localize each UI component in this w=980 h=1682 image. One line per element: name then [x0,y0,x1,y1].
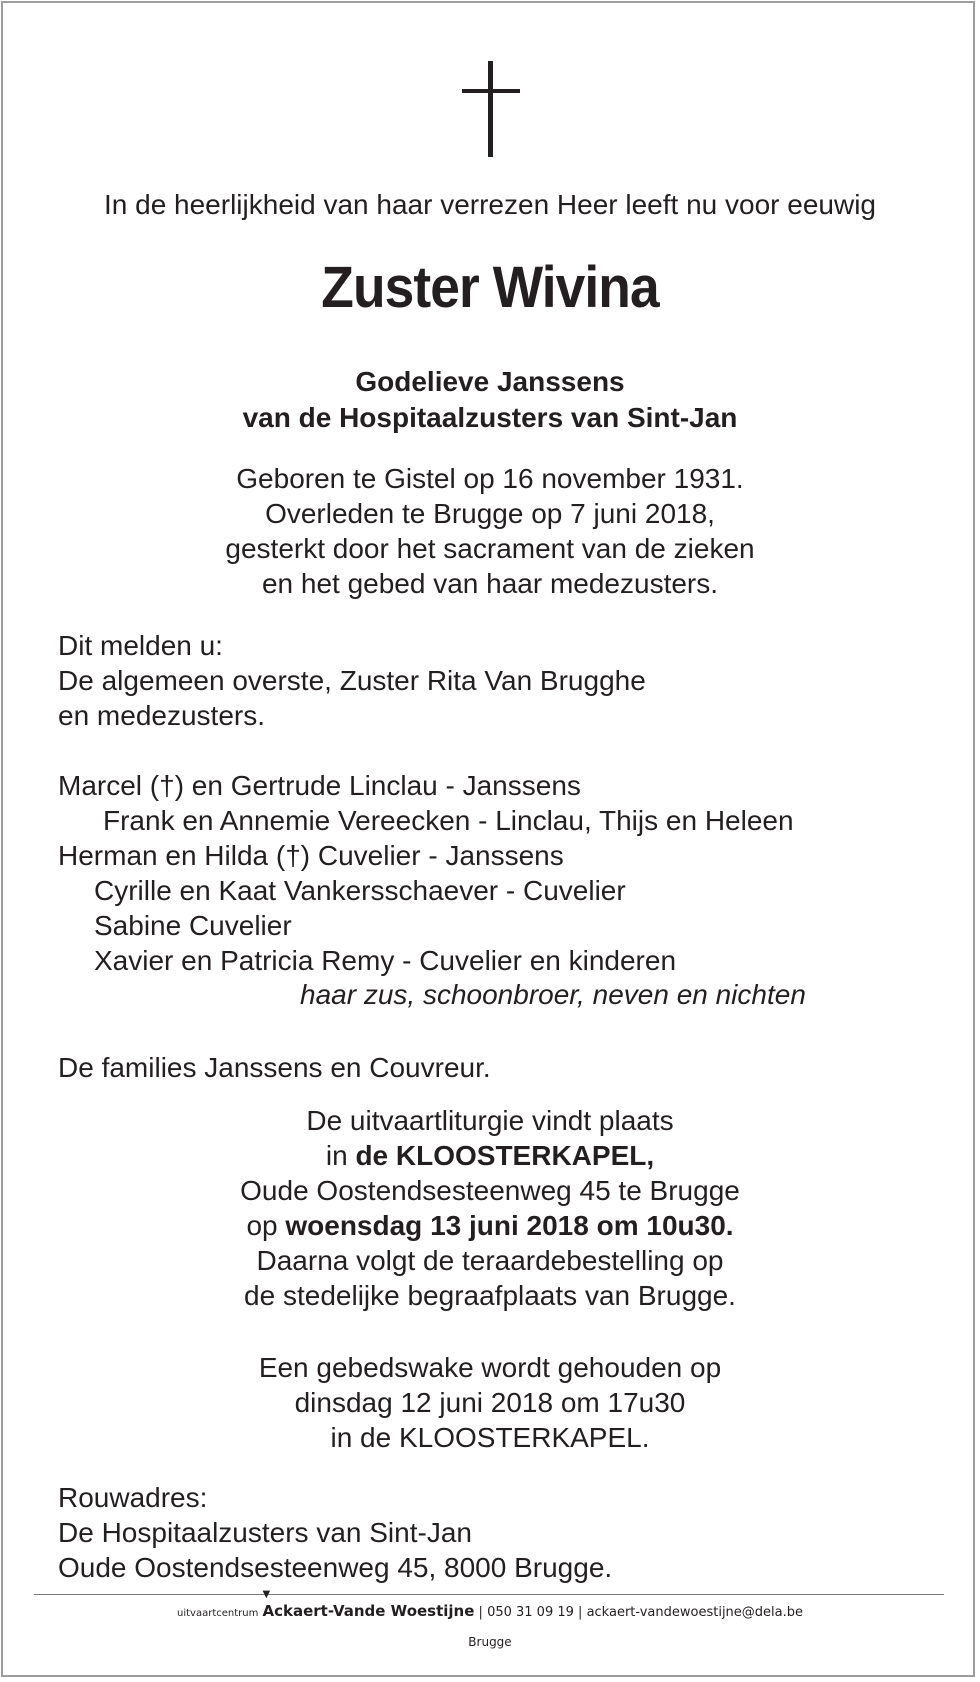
ceremony-datetime: woensdag 13 juni 2018 om 10u30. [285,1210,734,1241]
announce-line: Dit melden u: [58,630,223,661]
deceased-name: Zuster Wivina [321,255,659,320]
funeral-home-footer: uitvaartcentrum ▼ Ackaert-Vande Woestijne | 050 31 09 19 | ackaert-vandewoestijne@dela.be [177,1589,803,1620]
announce-line: De algemeen overste, Zuster Rita Van Brugghe [58,665,646,696]
intro-line: In de heerlijkheid van haar verrezen Heer leeft nu voor eeuwig [103,189,876,220]
address-line: De Hospitaalzusters van Sint-Jan [58,1517,472,1548]
footer-phone: 050 31 09 19 [487,1605,574,1620]
family-line: Marcel (†) en Gertrude Linclau - Janssens [58,770,581,801]
chapel-name: de KLOOSTERKAPEL, [355,1140,655,1171]
family-line: Xavier en Patricia Remy - Cuvelier en kinderen [94,945,677,976]
announce-line: en medezusters. [58,700,265,731]
birth-death-info [0,461,980,601]
family-line: Herman en Hilda (†) Cuvelier - Janssens [58,840,564,871]
sacrament-line: gesterkt door het sacrament van de zieken [225,533,755,564]
cross-icon [462,61,520,157]
wake-line: Een gebedswake wordt gehouden op [258,1352,722,1383]
wake-line: dinsdag 12 juni 2018 om 17u30 [294,1387,686,1418]
wake-line: in de KLOOSTERKAPEL. [330,1422,650,1453]
footer-prefix: uitvaartcentrum [177,1608,259,1619]
ceremony-line: de stedelijke begraafplaats van Brugge. [244,1280,736,1311]
footer-email: ackaert-vandewoestijne@dela.be [586,1605,803,1620]
funeral-home-name: ▼ Ackaert-Vande Woestijne [262,1589,475,1620]
arrow-down-icon: ▼ [262,1589,271,1600]
families-line: De families Janssens en Couvreur. [58,1052,491,1083]
relation-line: haar zus, schoonbroer, neven en nichten [300,979,806,1010]
address-label: Rouwadres: [58,1482,208,1513]
ceremony-line: De uitvaartliturgie vindt plaats [306,1105,674,1136]
family-line: Cyrille en Kaat Vankersschaever - Cuvelier [94,875,626,906]
prayer-vigil [0,1350,980,1455]
mourning-address [58,1480,612,1585]
family-line: Frank en Annemie Vereecken - Linclau, Thijs en Heleen [103,805,794,836]
family-line: Sabine Cuvelier [94,910,292,941]
prayer-line: en het gebed van haar medezusters. [261,568,719,599]
death-line: Overleden te Brugge op 7 juni 2018, [265,498,715,529]
funeral-info [0,1103,980,1313]
birth-line: Geboren te Gistel op 16 november 1931. [236,463,744,494]
address-line: Oude Oostendsesteenweg 45, 8000 Brugge. [58,1552,613,1583]
subtitle-line: van de Hospitaalzusters van Sint-Jan [242,402,738,433]
family-list [58,768,794,978]
ceremony-line: Daarna volgt de teraardebestelling op [256,1245,724,1276]
ceremony-date: op woensdag 13 juni 2018 om 10u30. [246,1210,734,1241]
footer-city: Brugge [468,1635,512,1649]
announcement [58,628,646,733]
ceremony-address: Oude Oostendsesteenweg 45 te Brugge [240,1175,740,1206]
subtitle [0,364,980,436]
footer-divider [34,1594,944,1595]
ceremony-location: in de KLOOSTERKAPEL, [325,1140,655,1171]
subtitle-line: Godelieve Janssens [355,366,625,397]
